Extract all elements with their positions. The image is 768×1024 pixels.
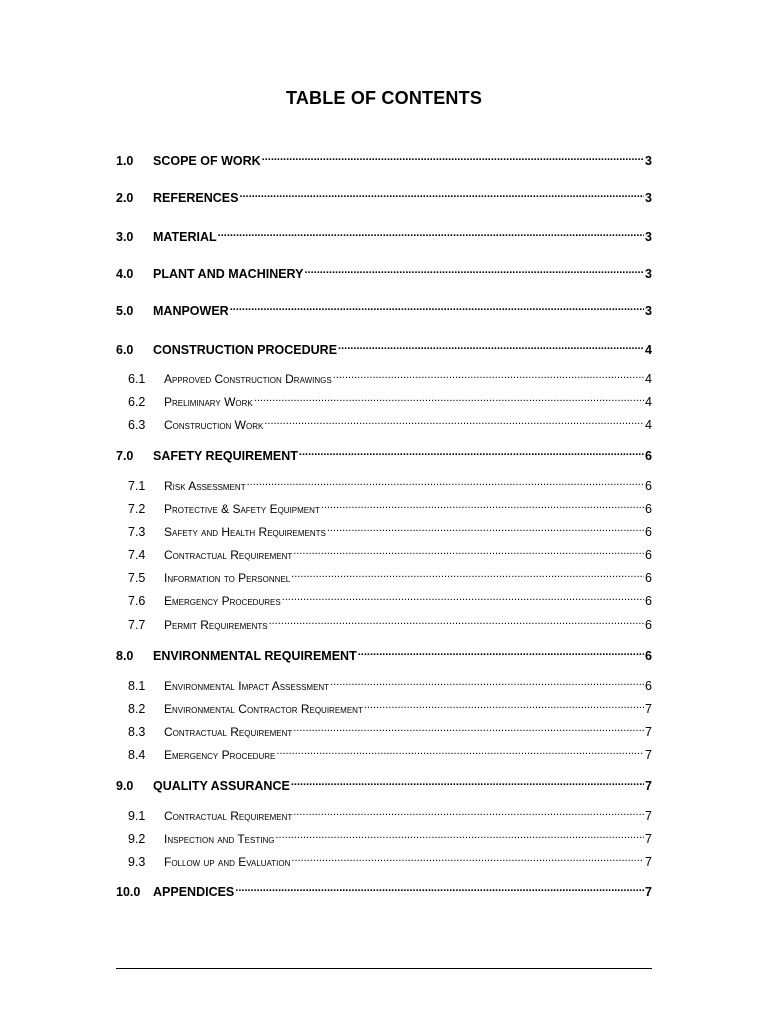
- toc-entry-sub[interactable]: [116, 745, 652, 763]
- toc-page-number: 7: [645, 809, 652, 823]
- toc-number: 1.0: [116, 154, 134, 168]
- toc-entry-sub[interactable]: [116, 615, 652, 633]
- toc-label: Preliminary Work: [164, 395, 253, 409]
- toc-number: 8.0: [116, 649, 134, 663]
- dot-leader: [330, 676, 644, 690]
- toc-label: Emergency Procedures: [164, 594, 281, 608]
- toc-label: Risk Assessment: [164, 479, 246, 493]
- toc-entry-sub[interactable]: [116, 829, 652, 847]
- toc-number: 7.5: [128, 571, 146, 585]
- toc-entry-sub[interactable]: [116, 545, 652, 563]
- dot-leader: [230, 301, 644, 315]
- toc-page-number: 6: [645, 525, 652, 539]
- toc-entry-main[interactable]: [116, 301, 652, 319]
- dot-leader: [218, 227, 644, 241]
- toc-label: ENVIRONMENTAL REQUIREMENT: [153, 649, 357, 663]
- dot-leader: [291, 568, 644, 582]
- toc-page-number: 3: [645, 304, 652, 318]
- dot-leader: [262, 151, 644, 165]
- toc-entry-main[interactable]: [116, 340, 652, 358]
- toc-page-number: 6: [645, 679, 652, 693]
- toc-entry-sub[interactable]: [116, 676, 652, 694]
- toc-page-number: 6: [645, 548, 652, 562]
- toc-page-number: 6: [645, 571, 652, 585]
- toc-number: 3.0: [116, 230, 134, 244]
- toc-entry-sub[interactable]: [116, 499, 652, 517]
- dot-leader: [235, 882, 644, 896]
- toc-number: 8.4: [128, 748, 146, 762]
- toc-number: 8.2: [128, 702, 146, 716]
- toc-number: 9.3: [128, 855, 146, 869]
- toc-label: Protective & Safety Equipment: [164, 502, 320, 516]
- toc-page-number: 4: [645, 395, 652, 409]
- toc-label: REFERENCES: [153, 191, 239, 205]
- toc-entry-sub[interactable]: [116, 392, 652, 410]
- toc-label: SCOPE OF WORK: [153, 154, 261, 168]
- dot-leader: [327, 522, 644, 536]
- toc-number: 7.2: [128, 502, 146, 516]
- toc-number: 6.3: [128, 418, 146, 432]
- toc-label: Approved Construction Drawings: [164, 372, 332, 386]
- toc-label: Environmental Contractor Requirement: [164, 702, 363, 716]
- dot-leader: [247, 476, 644, 490]
- toc-label: Emergency Procedure: [164, 748, 276, 762]
- toc-page-number: 4: [645, 418, 652, 432]
- toc-label: Contractual Requirement: [164, 809, 293, 823]
- toc-label: Information to Personnel: [164, 571, 291, 585]
- toc-label: Construction Work: [164, 418, 264, 432]
- dot-leader: [321, 499, 644, 513]
- dot-leader: [293, 545, 644, 559]
- dot-leader: [291, 776, 644, 790]
- dot-leader: [291, 852, 644, 866]
- toc-page-number: 7: [645, 702, 652, 716]
- toc-entry-main[interactable]: [116, 151, 652, 169]
- toc-title: TABLE OF CONTENTS: [285, 88, 483, 108]
- dot-leader: [364, 699, 644, 713]
- dot-leader: [282, 591, 644, 605]
- dot-leader: [239, 188, 644, 202]
- toc-label: APPENDICES: [153, 885, 235, 899]
- toc-entry-sub[interactable]: [116, 806, 652, 824]
- toc-label: MANPOWER: [153, 304, 229, 318]
- toc-entry-sub[interactable]: [116, 415, 652, 433]
- dot-leader: [254, 392, 644, 406]
- toc-number: 9.0: [116, 779, 134, 793]
- toc-label: Environmental Impact Assessment: [164, 679, 330, 693]
- dot-leader: [275, 829, 644, 843]
- toc-label: Contractual Requirement: [164, 725, 293, 739]
- toc-page-number: 6: [645, 618, 652, 632]
- toc-entry-sub[interactable]: [116, 722, 652, 740]
- toc-label: PLANT AND MACHINERY: [153, 267, 304, 281]
- dot-leader: [304, 264, 644, 278]
- toc-entry-sub[interactable]: [116, 852, 652, 870]
- toc-page-number: 7: [645, 855, 652, 869]
- toc-page-number: 6: [645, 594, 652, 608]
- toc-number: 9.2: [128, 832, 146, 846]
- toc-number: 7.7: [128, 618, 146, 632]
- toc-label: Safety and Health Requirements: [164, 525, 326, 539]
- toc-page-number: 6: [645, 449, 652, 463]
- toc-entry-main[interactable]: [116, 882, 652, 900]
- toc-number: 7.3: [128, 525, 146, 539]
- toc-number: 2.0: [116, 191, 134, 205]
- toc-number: 6.0: [116, 343, 134, 357]
- dot-leader: [276, 745, 644, 759]
- toc-number: 7.1: [128, 479, 146, 493]
- dot-leader: [293, 806, 644, 820]
- toc-page-number: 3: [645, 230, 652, 244]
- toc-page-number: 3: [645, 154, 652, 168]
- toc-label: SAFETY REQUIREMENT: [153, 449, 298, 463]
- toc-entry-sub[interactable]: [116, 476, 652, 494]
- footer-rule: [116, 968, 652, 969]
- dot-leader: [293, 722, 644, 736]
- toc-number: 7.0: [116, 449, 134, 463]
- toc-label: CONSTRUCTION PROCEDURE: [153, 343, 338, 357]
- toc-page-number: 7: [645, 725, 652, 739]
- toc-page-number: 4: [645, 343, 652, 357]
- toc-entry-main[interactable]: [116, 446, 652, 464]
- toc-number: 6.1: [128, 372, 146, 386]
- toc-number: 6.2: [128, 395, 146, 409]
- toc-entry-sub[interactable]: [116, 699, 652, 717]
- dot-leader: [338, 340, 644, 354]
- toc-page-number: 6: [645, 649, 652, 663]
- toc-entry-main[interactable]: [116, 227, 652, 245]
- dot-leader: [269, 615, 644, 629]
- toc-number: 7.6: [128, 594, 146, 608]
- toc-number: 8.3: [128, 725, 146, 739]
- dot-leader: [299, 446, 644, 460]
- toc-entry-main[interactable]: [116, 646, 652, 664]
- toc-label: Inspection and Testing: [164, 832, 275, 846]
- toc-page-number: 7: [645, 885, 652, 899]
- toc-page-number: 3: [645, 191, 652, 205]
- toc-label: Contractual Requirement: [164, 548, 293, 562]
- toc-page-number: 7: [645, 832, 652, 846]
- toc-number: 7.4: [128, 548, 146, 562]
- toc-entry-main[interactable]: [116, 776, 652, 794]
- toc-number: 8.1: [128, 679, 146, 693]
- dot-leader: [358, 646, 644, 660]
- toc-entry-main[interactable]: [116, 264, 652, 282]
- toc-page-number: 7: [645, 779, 652, 793]
- toc-label: Permit Requirements: [164, 618, 268, 632]
- toc-label: MATERIAL: [153, 230, 217, 244]
- toc-number: 10.0: [116, 885, 141, 899]
- toc-page-number: 6: [645, 502, 652, 516]
- toc-entry-main[interactable]: [116, 188, 652, 206]
- toc-number: 9.1: [128, 809, 146, 823]
- toc-page-number: 6: [645, 479, 652, 493]
- toc-page-number: 7: [645, 748, 652, 762]
- toc-label: QUALITY ASSURANCE: [153, 779, 290, 793]
- toc-label: Follow up and Evaluation: [164, 855, 291, 869]
- dot-leader: [333, 369, 644, 383]
- toc-page-number: 4: [645, 372, 652, 386]
- toc-number: 4.0: [116, 267, 134, 281]
- toc-entry-sub[interactable]: [116, 591, 652, 609]
- toc-entry-sub[interactable]: [116, 369, 652, 387]
- toc-entry-sub[interactable]: [116, 568, 652, 586]
- toc-page-number: 3: [645, 267, 652, 281]
- toc-number: 5.0: [116, 304, 134, 318]
- dot-leader: [264, 415, 644, 429]
- toc-entry-sub[interactable]: [116, 522, 652, 540]
